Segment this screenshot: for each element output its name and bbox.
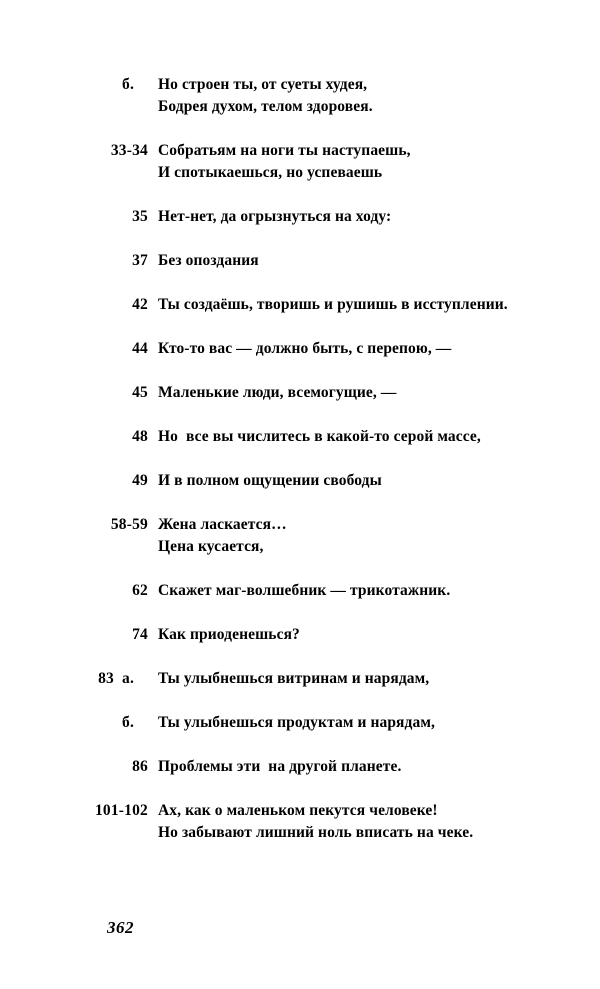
variant-text-line: Жена ласкается… xyxy=(158,516,287,533)
variant-text xyxy=(148,338,600,360)
variant-text-line: И в полном ощущении свободы xyxy=(158,472,382,489)
variant-entry xyxy=(0,338,600,360)
variant-text xyxy=(148,756,600,778)
line-number-value: 86 xyxy=(132,758,148,775)
variant-text-line: Но все вы числитесь в какой-то серой массе, xyxy=(158,428,481,445)
variant-text-line: Ты улыбнешься продуктам и нарядам, xyxy=(158,714,435,731)
variant-text xyxy=(148,668,600,690)
line-number-value: 44 xyxy=(132,340,148,357)
variant-entry xyxy=(0,426,600,448)
variant-line-number xyxy=(0,140,148,162)
page-number: 362 xyxy=(107,918,134,937)
variant-text-line: Цена кусается, xyxy=(158,538,264,555)
variant-text xyxy=(148,382,600,404)
variant-text xyxy=(148,294,600,316)
variant-line-number xyxy=(0,668,148,690)
line-number-value: 58-59 xyxy=(110,516,148,533)
variant-text-line: Ты создаёшь, творишь и рушишь в исступлении. xyxy=(158,296,508,313)
variant-line-number xyxy=(0,250,148,272)
variant-text xyxy=(148,624,600,646)
variant-text xyxy=(148,74,600,118)
variant-sublabel: а. xyxy=(122,670,135,687)
variant-text xyxy=(148,470,600,492)
variant-text-line: Ах, как о маленьком пекутся человеке! xyxy=(158,802,438,819)
line-number-value: 101-102 xyxy=(94,802,148,819)
variant-entry xyxy=(0,514,600,558)
line-number-value: 49 xyxy=(132,472,148,489)
variant-entry xyxy=(0,712,600,734)
variant-text-line: Но забывают лишний ноль вписать на чеке. xyxy=(158,824,474,841)
variant-entry xyxy=(0,470,600,492)
variant-text-line: Как приоденешься? xyxy=(158,626,300,643)
variant-text xyxy=(148,712,600,734)
variant-line-number xyxy=(0,580,148,602)
variant-entry xyxy=(0,206,600,228)
variant-entry xyxy=(0,624,600,646)
line-number-value: 37 xyxy=(132,252,148,269)
variant-entry xyxy=(0,668,600,690)
variant-text xyxy=(148,250,600,272)
variant-entry xyxy=(0,250,600,272)
variant-line-number xyxy=(0,206,148,228)
variant-text xyxy=(148,514,600,558)
line-number-value: 62 xyxy=(132,582,148,599)
line-number-value: 35 xyxy=(132,208,148,225)
variant-entry xyxy=(0,756,600,778)
variant-text-line: Проблемы эти на другой планете. xyxy=(158,758,402,775)
variant-text-line: Скажет маг-волшебник — трикотажник. xyxy=(158,582,451,599)
variant-entry xyxy=(0,800,600,844)
variant-line-number xyxy=(0,74,148,96)
line-number-value: 33-34 xyxy=(110,142,148,159)
variant-text xyxy=(148,580,600,602)
variant-text-line: Но строен ты, от суеты худея, xyxy=(158,76,368,93)
variant-text-line: Собратьям на ноги ты наступаешь, xyxy=(158,142,411,159)
variant-line-number xyxy=(0,800,148,822)
variant-line-number xyxy=(0,756,148,778)
variant-text-line: Бодрея духом, телом здоровея. xyxy=(158,98,373,115)
variant-text-line: Нет-нет, да огрызнуться на ходу: xyxy=(158,208,392,225)
variant-entry xyxy=(0,580,600,602)
variant-sublabel: б. xyxy=(122,714,135,731)
variant-sublabel: б. xyxy=(122,76,135,93)
variant-line-number xyxy=(0,382,148,404)
variant-text xyxy=(148,426,600,448)
variant-entry xyxy=(0,140,600,184)
line-number-value: 74 xyxy=(132,626,148,643)
line-number-value: 42 xyxy=(132,296,148,313)
variant-line-number xyxy=(0,338,148,360)
variant-text xyxy=(148,206,600,228)
variant-entry xyxy=(0,294,600,316)
variant-text-line: Маленькие люди, всемогущие, — xyxy=(158,384,397,401)
variant-entry xyxy=(0,74,600,118)
line-number-value: 83 xyxy=(98,670,114,687)
variant-line-number xyxy=(0,514,148,536)
variant-text xyxy=(148,140,600,184)
line-number-value: 48 xyxy=(132,428,148,445)
variant-line-number xyxy=(0,624,148,646)
variant-text-line: Без опоздания xyxy=(158,252,259,269)
variant-line-number xyxy=(0,294,148,316)
variant-text-line: Кто-то вас — должно быть, с перепою, — xyxy=(158,340,452,357)
variant-line-number xyxy=(0,426,148,448)
variant-text xyxy=(148,800,600,844)
line-number-value: 45 xyxy=(132,384,148,401)
variant-line-number xyxy=(0,470,148,492)
variant-line-number xyxy=(0,712,148,734)
textual-variants-list xyxy=(0,74,600,866)
variant-entry xyxy=(0,382,600,404)
variant-text-line: Ты улыбнешься витринам и нарядам, xyxy=(158,670,430,687)
variant-text-line: И спотыкаешься, но успеваешь xyxy=(158,164,383,181)
